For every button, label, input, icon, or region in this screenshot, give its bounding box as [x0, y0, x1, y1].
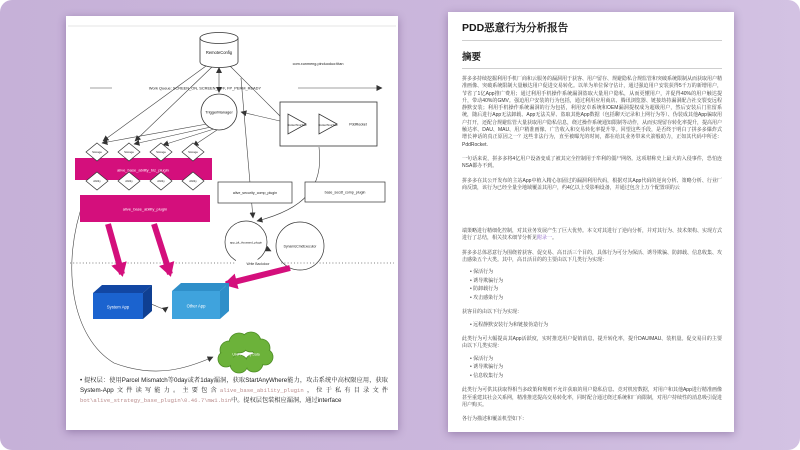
paragraph-text: 。 — [552, 235, 558, 242]
secdt-box-label: base_secdt_comp_plugin — [324, 190, 366, 195]
ability-label: Ability — [125, 179, 133, 184]
abstract-paragraph-6: 此类行为可大幅提高其App活跃度，实时推送用户促销消息，提升转化率，提升DAU/MAU、装机量。促交易目的主要由以下几类实现： — [462, 336, 722, 350]
dynamic-circle-label: DynamicCmdExecutor — [283, 244, 317, 249]
list-item: • 信息收集行为 — [470, 372, 722, 381]
footnote-code-plugin: alive_base_ability_plugin — [219, 387, 304, 395]
base-secdt-comp-plugin-box — [305, 182, 385, 202]
other-app-label: Other App — [186, 303, 206, 309]
abstract-paragraph-4: 拼多多总体恶意行为围绕着获客、促交易、高日活三个目的，具体行为可分为保活、诱导欺骗、防卸载、信息收集、攻击感染五个大类。其中，高日活目的的主要由以下几类行为实现： — [462, 249, 723, 264]
list-item: • 保活行为 — [470, 268, 722, 277]
ability-label: Ability — [157, 179, 165, 184]
remoteconfig-cylinder — [200, 33, 238, 68]
left-page — [66, 16, 398, 430]
behavior-list-acquisition — [470, 321, 722, 330]
ability-label: Ability — [93, 179, 101, 184]
right-page — [448, 12, 734, 432]
arrow-up — [216, 67, 222, 73]
appendix-link[interactable]: 附录一 — [537, 235, 553, 242]
list-item: • 诱导欺骗行为 — [470, 363, 722, 372]
list-item: • 远程静默安装行为和链接伪造行为 — [470, 321, 722, 330]
section-heading-abstract: 摘要 — [462, 49, 722, 69]
system-app-label: System App — [106, 304, 130, 310]
bar2-label: alive_base_ability_plugin — [122, 206, 168, 212]
write-backdoor-label: Write Backdoor — [246, 261, 270, 266]
triggermanager-circle — [201, 94, 237, 130]
list-item: • 诱导欺骗行为 — [470, 277, 722, 286]
footnote-text: • 提权层：使用Parcel Mismatch等0day或者1day漏洞，获取StartAnyWhere能力，攻击系统中高权限应用，获取System-App文件读写能力。主要包含 — [80, 377, 388, 394]
pddrocket-label: PddRocket — [349, 122, 367, 127]
rocket-task-label: RocketTimeTask — [318, 124, 338, 127]
app-circle-label: app_jdt_thousand_plugin — [229, 240, 263, 245]
work-queue-line — [90, 86, 382, 91]
footnote-text: 中。提权层包装相应漏洞，通过interface — [231, 397, 342, 405]
list-item: • 保活行为 — [470, 355, 722, 364]
storage-label: Storage — [124, 150, 134, 155]
behavior-list-transaction — [470, 355, 722, 381]
abstract-paragraph-1: 拼多多持续挖掘利用手机厂商和云服务的漏洞用于获客、用户留存、规避隐私合规监管和突破系统限制从而获取用户精准画像、突破系统限制大量触达用户促进交易转化。以单为单位保守估计，通过强迫用户安装获得5千万的新增用户，节省了1亿App推广费用；通过利用手机操作系统漏洞盗取大量用户隐私，从而更懂用户，并促得40%的用户触达提升，带动40%的GMV。强迫用户安装的行为包括，通过利用应用商店、腾讯浏览器、链接劫持漏洞配合社交裂变远程静默安装；利用手机操作系统漏洞的行为包括，利用安卓系统和OEM漏洞提权成为超级用户，然后安装后门驻留系统，随后进行App无法卸载、App无法关屏、盗取其他App数据（包括聊天记录和上网行为等）、伪装成其他App骗取用户打开，还配合规避监管大量获取用户隐私信息，绕过操作系统通知限制等动作，从而实现留存转化率提升，提高用户触达率、DAU、MAU、用户精准画像、广告收入和交易转化率提升等。回望这些手段，是否终于明白了拼多多爆炸式增长神话的真正原因之一？这些非法行为，直至被曝光的时间，都在给其业务带来火箭般助力，正如其代码中所述：PddRocket. — [462, 76, 723, 148]
abstract-paragraph-2: 一句话来说，拼多多将4亿用户设备变成了被其完全控制用于牟利的僵尸网络。这项堪称史上最大的入侵事件，恐怕连NSA都办不到。 — [462, 155, 722, 170]
privacy-data-cloud — [218, 332, 273, 373]
storage-label: Storage — [92, 150, 102, 155]
list-item: • 攻击感染行为 — [470, 294, 722, 303]
system-app-box — [93, 285, 152, 319]
app-thousand-circle — [225, 221, 267, 263]
process-name-label: com.xunmeng.pinduoduo:titan — [292, 62, 344, 66]
privacy-cloud-label: User Privacy Data — [232, 352, 260, 357]
rocket-task-label: RocketTimeTask — [287, 124, 307, 127]
abstract-paragraph-3a: 拼多多在其公开发布的主站App中植入精心加固过的漏洞利用代码，根据对其App代码的逆向分析、策略分析、行业厂商反馈，该行为已经全量全地域覆盖其用户，约4亿以上受影响设备，并通过包含上万个配置项的云 — [462, 177, 722, 191]
ability-label: Ability — [189, 179, 197, 184]
alive-security-comp-plugin-box — [218, 182, 292, 203]
report-title: PDD恶意行为分析报告 — [462, 17, 722, 41]
abstract-paragraph-5: 获客目的由以下行为实现： — [462, 309, 523, 316]
abstract-paragraph-3b — [462, 228, 722, 243]
other-app-box — [172, 283, 229, 319]
architecture-diagram — [66, 16, 398, 376]
bar1-label: alive_base_ability_biz_plugin — [117, 167, 169, 173]
behavior-list-dau — [470, 268, 722, 302]
footnote-code-path: bot\alive_strategy_base_plugin\0.46.7\mw1.bin — [80, 397, 232, 405]
pddrocket-box — [280, 102, 377, 146]
footnote-text: ，位于私有目录文件 — [303, 387, 389, 395]
triggermanager-label: TriggerManager — [205, 109, 233, 115]
abstract-paragraph-8: 各行为描述和覆盖机型如下： — [462, 416, 528, 423]
security-box-label: alive_security_comp_plugin — [232, 191, 278, 195]
left-page-footnote — [80, 376, 388, 406]
list-item: • 防卸载行为 — [470, 285, 722, 294]
abstract-paragraph-7: 此类行为可供其获取得相当多政策和规则不允许获取的用户隐私信息、竞对机密数据，对用户和其他App进行精准画像甚至重建其社会关系网，精准推送提高交易转化率，同时配合通过绕过系统和厂商限制，对用户持续性的消息吸引促进用户购买。 — [462, 387, 723, 408]
paragraph-text: 端策略进行精细化控制，对其业务发展产生了巨大优势。本文对其进行了逆向分析，并对其行为、技术架构、实现方式进行了总结，相关技术细节分析见 — [462, 228, 723, 242]
storage-label: Storage — [188, 150, 198, 155]
work-queue-label: Work Queue: SCREEN_ON, SCREEN_OFF, FP_PERM_READY — [148, 85, 262, 91]
storage-label: Storage — [156, 150, 166, 155]
remoteconfig-label: RemoteConfig — [205, 50, 233, 55]
